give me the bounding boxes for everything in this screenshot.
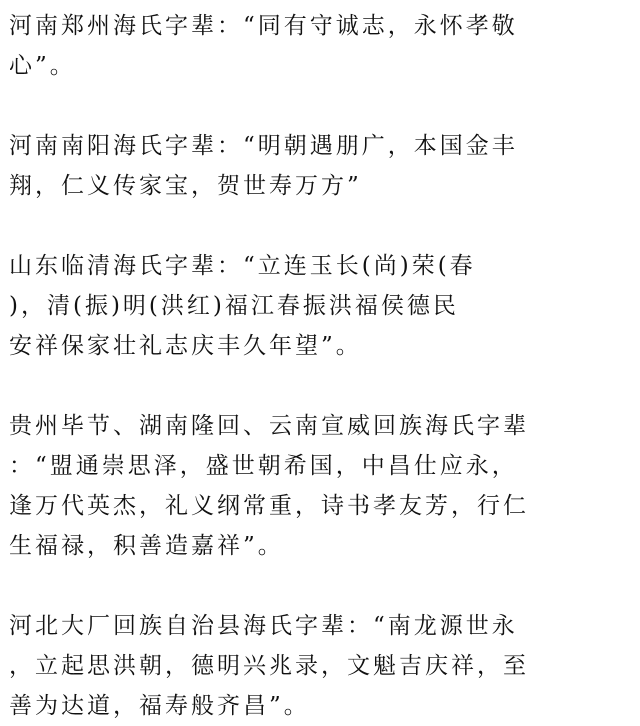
text-line: 逢万代英杰，礼义纲常重，诗书孝友芳，行仁: [9, 493, 529, 519]
text-line: 安祥保家壮礼志庆丰久年望”。: [9, 333, 362, 359]
paragraph-spacer: [9, 566, 632, 606]
paragraph-spacer: [9, 206, 632, 246]
text-line: 河北大厂回族自治县海氏字辈：“南龙源世永: [9, 613, 518, 639]
text-line: 生福禄，积善造嘉祥”。: [9, 533, 284, 559]
text-line: 河南郑州海氏字辈：“同有守诚志，永怀孝敬: [9, 13, 518, 39]
paragraph-nanyang: [9, 126, 632, 206]
text-line: 河南南阳海氏字辈：“明朝遇朋广，本国金丰: [9, 133, 518, 159]
paragraph-linqing: [9, 246, 632, 366]
paragraph-dachang: [9, 606, 632, 726]
paragraph-guizhou-hunan-yunnan: [9, 406, 632, 566]
paragraph-spacer: [9, 366, 632, 406]
text-line: )，清(振)明(洪红)福江春振洪福侯德民: [9, 293, 459, 319]
text-line: 善为达道，福寿般齐昌”。: [9, 693, 310, 719]
text-line: 山东临清海氏字辈：“立连玉长(尚)荣(春: [9, 253, 476, 279]
paragraph-zhengzhou: [9, 6, 632, 86]
text-line: 心”。: [9, 53, 76, 79]
text-line: ：“盟通崇思泽，盛世朝希国，中昌仕应永，: [9, 453, 518, 479]
text-line: 贵州毕节、湖南隆回、云南宣威回族海氏字辈: [9, 413, 529, 439]
text-line: 翔，仁义传家宝，贺世寿万方”: [9, 173, 362, 199]
paragraph-spacer: [9, 86, 632, 126]
text-line: ，立起思洪朝，德明兴兆录，文魁吉庆祥，至: [9, 653, 529, 679]
